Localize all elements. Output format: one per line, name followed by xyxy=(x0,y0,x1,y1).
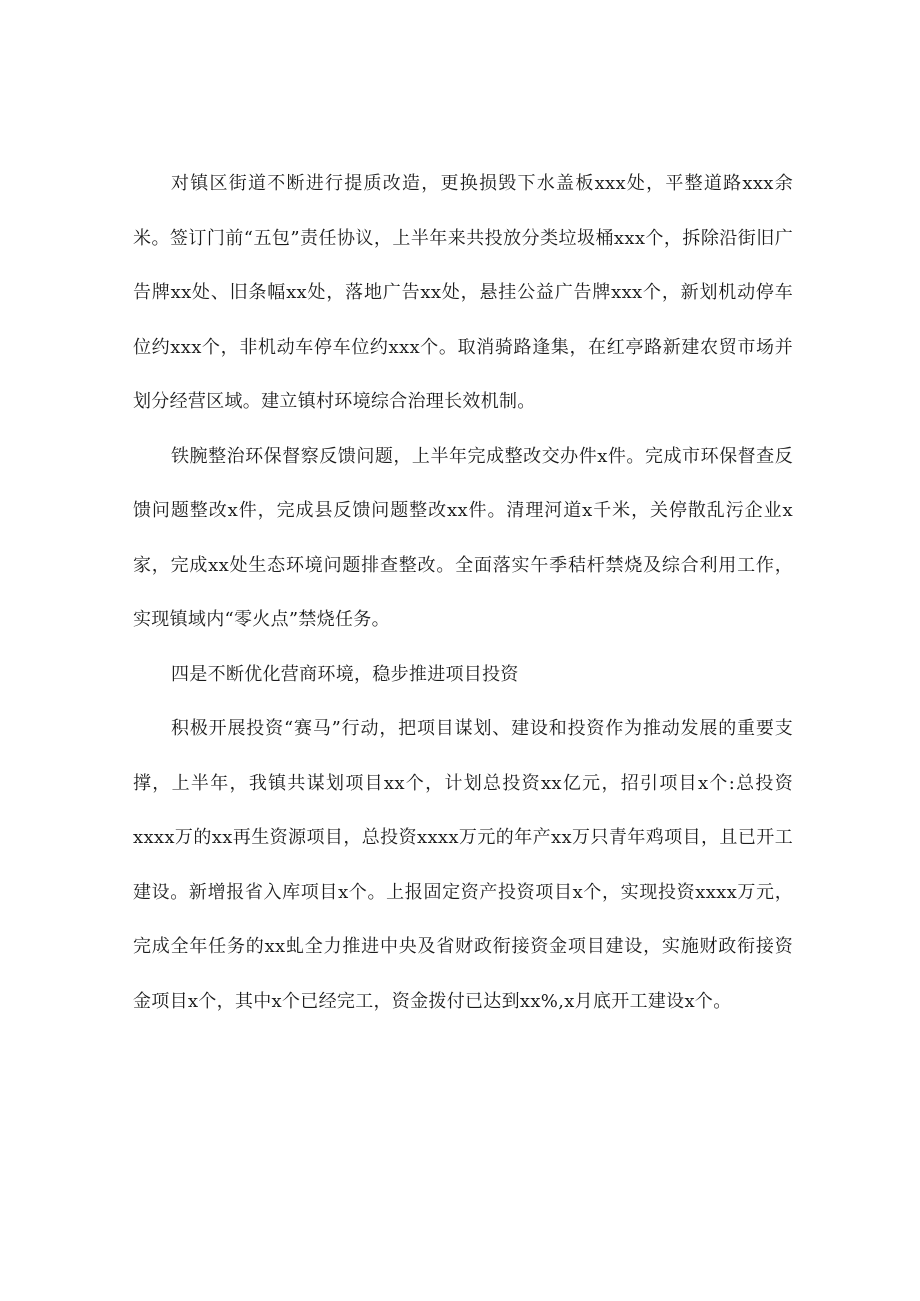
section-heading: 四是不断优化营商环境，稳步推进项目投资 xyxy=(171,663,519,685)
paragraph-project-investment: 积极开展投资“赛马”行动，把项目谋划、建设和投资作为推动发展的重要支撑，上半年，我镇共谋划项目xx个，计划总投资xx亿元，招引项目x个:总投资xxxx万的xx再生资源项目，总投资xxxx万元的年产xx万只青年鸡项目，且已开工建设。新增报省入库项目x个。上报固定资产投资项目x个，实现投资xxxx万元，完成全年任务的xx虬全力推进中央及省财政衔接资金项目建设，实施财政衔接资金项目x个，其中x个已经完工，资金拨付已达到xx%,x月底开工建设x个。 xyxy=(133,718,793,1012)
document-page xyxy=(133,157,793,1029)
paragraph-street-renovation: 对镇区街道不断进行提质改造，更换损毁下水盖板xxx处，平整道路xxx余米。签订门前“五包”责任协议，上半年来共投放分类垃圾桶xxx个，拆除沿街旧广告牌xx处、旧条幅xx处，落地广告xx处，悬挂公益广告牌xxx个，新划机动停车位约xxx个，非机动车停车位约xxx个。取消骑路逢集，在红亭路新建农贸市场并划分经营区域。建立镇村环境综合治理长效机制。 xyxy=(133,173,793,412)
paragraph-environmental-rectification: 铁腕整治环保督察反馈问题，上半年完成整改交办件x件。完成市环保督查反馈问题整改x件，完成县反馈问题整改xx件。清理河道x千米，关停散乱污企业x家，完成xx处生态环境问题排查整改。全面落实午季秸杆禁烧及综合利用工作，实现镇域内“零火点”禁烧任务。 xyxy=(133,445,793,630)
